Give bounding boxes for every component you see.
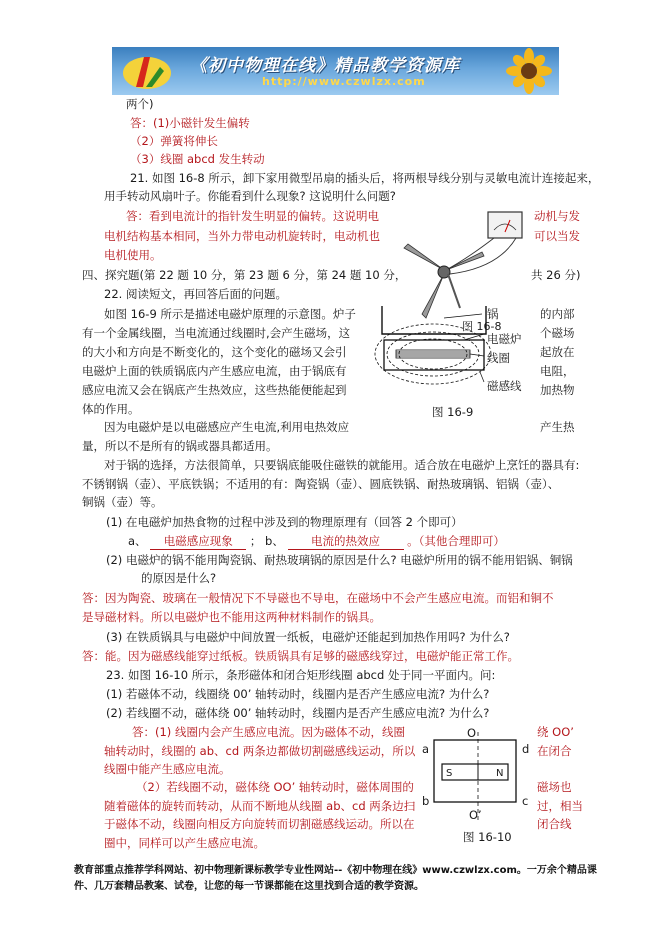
q22-p2-a: 因为电磁炉是以电磁感应产生电流,利用电热效应 [104,420,350,434]
fig16-10-label-b: b [422,794,430,808]
q20-answer-2: （2）弹簧将伸长 [130,134,218,148]
q21-answer-a: 答：看到电流计的指针发生明显的偏转。这说明电 [126,209,379,223]
section4-title: 四、探究题(第 22 题 10 分，第 23 题 6 分，第 24 题 10 分， [82,268,407,282]
fig16-9-label-stove: 电磁炉 [487,332,522,346]
q23-answer1-b2: 在闭合 [537,744,572,758]
q22-sub2-a: (2) 电磁炉的锅不能用陶瓷锅、耐热玻璃锅的原因是什么? 电磁炉所用的锅不能用铝锅、铜锅 [106,553,573,567]
stove-body-icon [384,340,484,370]
q20-answer-3: （3）线圈 abcd 发生转动 [130,152,265,166]
q21-answer-e: 电机使用。 [104,248,162,262]
q22-sub1-a-answer: 电磁感应现象 [150,533,246,550]
fig16-8-caption: 图 16-8 [462,320,502,333]
q22-sub2-b: 的原因是什么? [141,571,217,585]
q22-p1-d2: 电阻， [540,364,575,378]
q22-sub1-a-label: a、 [128,534,147,548]
q23-answer2-b2: 过，相当 [537,799,583,813]
q22-sub1-other: 。（其他合理即可） [407,534,505,548]
fig16-10-label-c: c [522,794,529,808]
coil-icon [396,350,470,358]
section4-total: 共 26 分) [531,268,581,282]
q22-p1-a2: 的内部 [540,307,575,321]
q23-sub2: (2) 若线圈不动，磁体绕 00’ 轴转动时，线圈内是否产生感应电流? 为什么? [106,706,490,720]
q22-p1-b: 有一个金属线圈，当电流通过线圈时,会产生磁场，这 [82,326,351,340]
site-title: 《初中物理在线》精品教学资源库 [190,56,460,76]
site-url[interactable]: http://www.czwlzx.com [262,75,426,88]
q22-p2-b: 量，所以不是所有的锅或器具都适用。 [82,439,278,453]
q23-answer1-b: 轴转动时，线圈的 ab、cd 两条边都做切割磁感线运动，所以 [104,744,416,758]
q23-answer2-c: 于磁体不动，线圈向相反方向旋转而切割磁感线运动。所以在 [104,817,415,831]
q22-p3-a: 对于锅的选择，方法很简单，只要锅底能吸住磁铁的就能用。适合放在电磁炉上烹饪的器具有: [104,458,580,472]
fig16-10-label-a: a [422,742,430,756]
q22-intro: 22. 阅读短文，再回答后面的问题。 [104,287,287,301]
site-banner [112,47,559,95]
q20-answer-1: 答：(1)小磁针发生偏转 [130,116,250,130]
fig16-9-caption: 图 16-9 [432,405,474,419]
q22-answer2-a: 答：因为陶瓷、玻璃在一般情况下不导磁也不导电，在磁场中不会产生感应电流。而铝和铜不 [82,591,554,605]
q22-p1-d: 电磁炉上面的铁质锅底内产生感应电流，由于锅底有 [82,364,347,378]
q22-sub3: (3) 在铁质锅具与电磁炉中间放置一纸板，电磁炉还能起到加热作用吗? 为什么? [106,630,510,644]
q23-answer2-b: 随着磁体的旋转而转动，从而不断地从线圈 ab、cd 两条边扫 [104,799,416,813]
q22-p1-e: 感应电流又会在锅底产生热效应，这些热能便能起到 [82,383,347,397]
q22-p1-c2: 起放在 [540,345,575,359]
fig16-10-caption: 图 16-10 [463,830,512,844]
q22-answer2-b: 是导磁材料。所以电磁炉也不能用这两种材料制作的锅具。 [82,610,381,624]
footer-line-2: 件、几万套精品教案、试卷，让您的每一节课都能在这里找到合适的教学资源。 [74,881,424,892]
fig16-10-label-d: d [522,742,530,756]
q23-answer2-d: 圈中，同样可以产生感应电流。 [104,836,265,850]
fig16-10-label-n: N [496,768,504,779]
figure-16-9 [374,300,544,418]
fig16-9-label-field: 磁感线 [487,379,522,393]
fig16-10-label-o-top: O [467,726,477,740]
q21-line-2: 用手转动风扇叶子。你能看到什么现象? 这说明什么问题? [104,189,396,203]
q23-answer1-a2: 绕 OO’ [537,725,574,739]
q23-answer1-a: 答：(1) 线圈内会产生感应电流。因为磁体不动，线圈 [132,725,405,739]
fig16-10-label-o-bottom: O’ [469,808,482,822]
q22-p2-a2: 产生热 [540,420,575,434]
q21-answer-d: 可以当发 [534,229,580,243]
q21-answer-c: 电机结构基本相同，当外力带电动机旋转时，电动机也 [104,229,380,243]
q23-line-1: 23. 如图 16-10 所示，条形磁体和闭合矩形线圈 abcd 处于同一平面内。问: [106,668,496,682]
q22-answer3: 答：能。因为磁感线能穿过纸板。铁质锅具有足够的磁感线穿过，电磁炉能正常工作。 [82,649,519,663]
q21-line-1: 21. 如图 16-8 所示，卸下家用微型吊扇的插头后，将两根导线分别与灵敏电流计连接起来， [130,171,600,185]
q22-sub1: (1) 在电磁炉加热食物的过程中涉及到的物理原理有（回答 2 个即可） [106,515,463,529]
galvanometer-icon [488,212,522,238]
q22-p1-c: 的大小和方向是不断变化的，这个变化的磁场又会引 [82,345,347,359]
q22-sub1-b-label: ； b、 [249,534,284,548]
fig16-10-label-s: S [446,768,453,779]
q20-tail: 两个) [126,97,154,111]
q22-p1-e2: 加热物 [540,383,575,397]
q22-p1-b2: 个磁场 [540,326,575,340]
q23-answer2-a: （2）若线圈不动，磁体绕 OO’ 轴转动时，磁体周围的 [136,780,414,794]
q22-p3-c: 铜锅（壶）等。 [82,495,163,509]
site-logo-icon [116,49,178,93]
fig16-9-label-pot: 锅 [487,307,499,321]
q23-answer2-a2: 磁场也 [537,780,572,794]
sunflower-icon [495,47,555,95]
q22-p3-b: 不锈钢锅（壶）、平底铁锅；不适用的有：陶瓷锅（壶）、圆底铁锅、耐热玻璃锅、铝锅（壶）、 [82,477,560,491]
q21-answer-b: 动机与发 [534,209,580,223]
q23-answer2-c2: 闭合线 [537,817,572,831]
q22-sub1-b-answer: 电流的热效应 [288,533,404,550]
q23-sub1: (1) 若磁体不动，线圈绕 00’ 轴转动时，线圈内是否产生感应电流? 为什么? [106,687,490,701]
fig16-9-label-coil: 线圈 [487,351,510,365]
q22-p1-a: 如图 16-9 所示是描述电磁炉原理的示意图。炉子 [104,307,356,321]
q22-p1-f: 体的作用。 [82,402,140,416]
q23-answer1-c: 线圈中能产生感应电流。 [104,762,231,776]
footer-line-1: 教育部重点推荐学科网站、初中物理新课标教学专业性网站--《初中物理在线》www.czwlzx.com。一万余个精品课 [74,865,597,876]
